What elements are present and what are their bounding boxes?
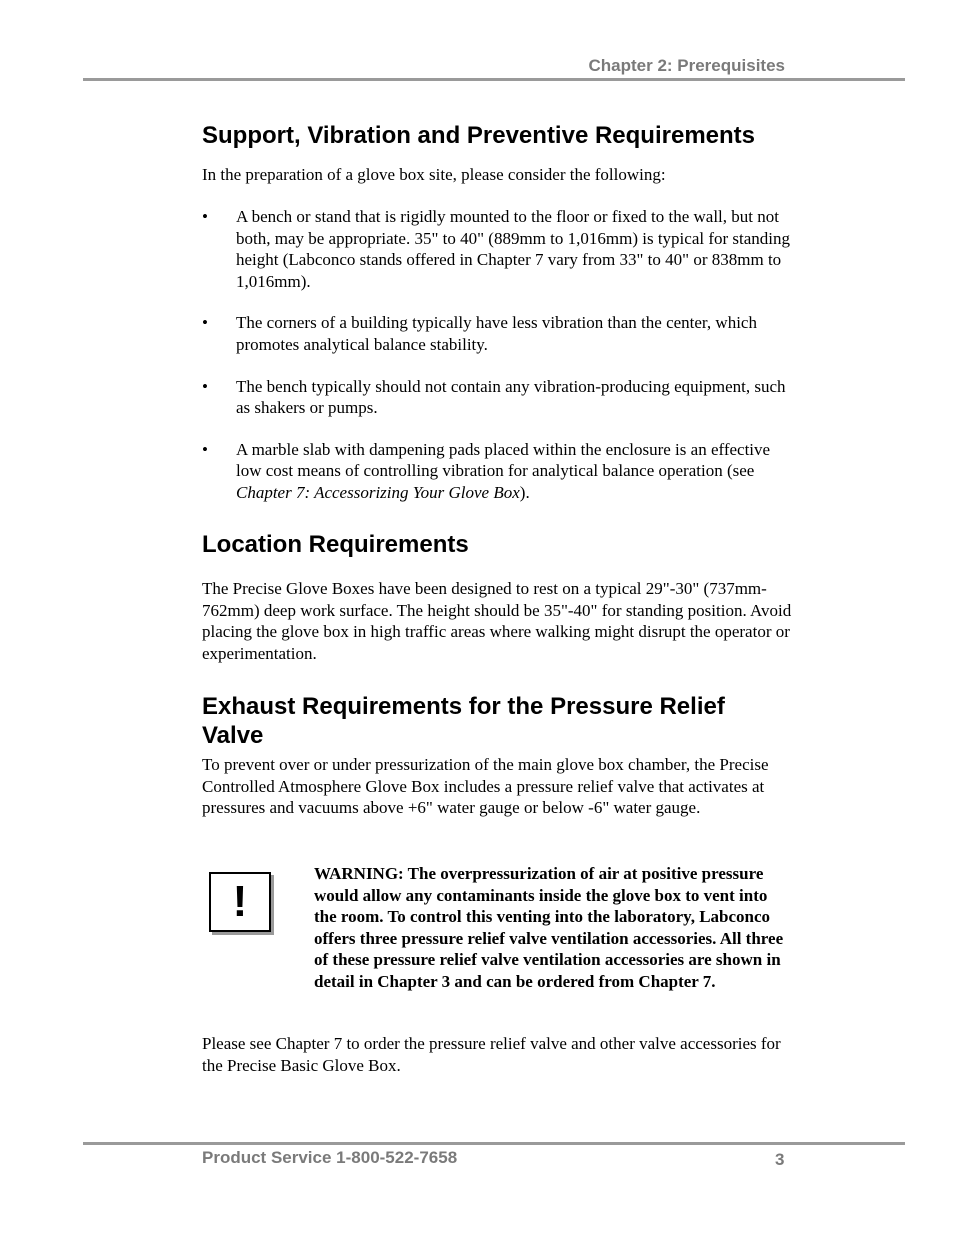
warning-exclamation-icon: !: [209, 872, 271, 932]
section-3-body-wrap: [202, 754, 792, 819]
section-3-title-wrap: [202, 692, 762, 750]
section-2-body: The Precise Glove Boxes have been designed to rest on a typical 29"-30" (737mm-762mm) deep work surface. The height should be 35"-40" for standing position. Avoid placing the glove box in high traffic areas where walking might disrupt the operator or experimentation.: [202, 579, 792, 663]
bullet-dot: •: [202, 313, 208, 333]
section-title-location: Location Requirements: [202, 531, 469, 558]
section-2-title-wrap: [202, 530, 792, 559]
product-service-phone: Product Service 1-800-522-7658: [202, 1148, 458, 1167]
bullet-text: The corners of a building typically have less vibration than the center, which promotes analytical balance stability.: [236, 313, 757, 354]
bullet-item: [202, 439, 792, 504]
bullet-text-post: ).: [519, 482, 530, 502]
page-number: 3: [775, 1150, 785, 1169]
bullet-item: [202, 206, 792, 292]
bullet-text-pre: A marble slab with dampening pads placed within the enclosure is an effective low cost means of controlling vibration for analytical balance operation (see: [236, 439, 771, 481]
bullet-item: [202, 312, 792, 355]
bullet-dot: •: [202, 207, 208, 226]
header-rule: [83, 78, 905, 81]
section-3-body: To prevent over or under pressurization of the main glove box chamber, the Precise Controlled Atmosphere Glove Box includes a pressure relief valve that activates at pressures and vacuums above +6" water gauge or below -6" water gauge.: [202, 755, 769, 818]
bullet-dot: •: [202, 376, 208, 396]
footer-rule: [83, 1142, 905, 1145]
bullet-list: [202, 206, 792, 504]
section-1-title-wrap: [202, 121, 792, 150]
chapter-7-reference: Chapter 7: Accessorizing Your Glove Box: [236, 482, 520, 502]
bullet-text: A bench or stand that is rigidly mounted to the floor or fixed to the wall, but not both, may be appropriate. 35" to 40" (889mm to 1,016mm) is typical for standing height (Labconco stands offered in Chapter 7 vary from 33" to 40" or 838mm to 1,016mm).: [236, 207, 791, 291]
running-header: Chapter 2: Prerequisites: [588, 56, 785, 75]
section-title-exhaust: Exhaust Requirements for the Pressure Relief Valve: [202, 693, 725, 749]
warning-text: WARNING: The overpressurization of air at positive pressure would allow any contaminants inside the glove box to vent into the room. To control this venting into the laboratory, Labconco offers three pressure relief valve ventilation accessories. All three of these pressure relief valve ventilation accessories are shown in detail in Chapter 3 and can be ordered from Chapter 7.: [314, 864, 784, 991]
closing-wrap: [202, 1033, 792, 1076]
bullet-item: [202, 376, 792, 419]
section-1-intro-wrap: [202, 164, 792, 186]
section-title-support: Support, Vibration and Preventive Requirements: [202, 122, 756, 149]
section-1-intro: In the preparation of a glove box site, please consider the following:: [202, 165, 666, 184]
bullet-text: The bench typically should not contain any vibration-producing equipment, such as shakers or pumps.: [236, 376, 786, 418]
section-2-body-wrap: [202, 578, 792, 664]
bullet-dot: •: [202, 439, 208, 459]
closing-paragraph: Please see Chapter 7 to order the pressure relief valve and other valve accessories for the Precise Basic Glove Box.: [202, 1034, 781, 1075]
